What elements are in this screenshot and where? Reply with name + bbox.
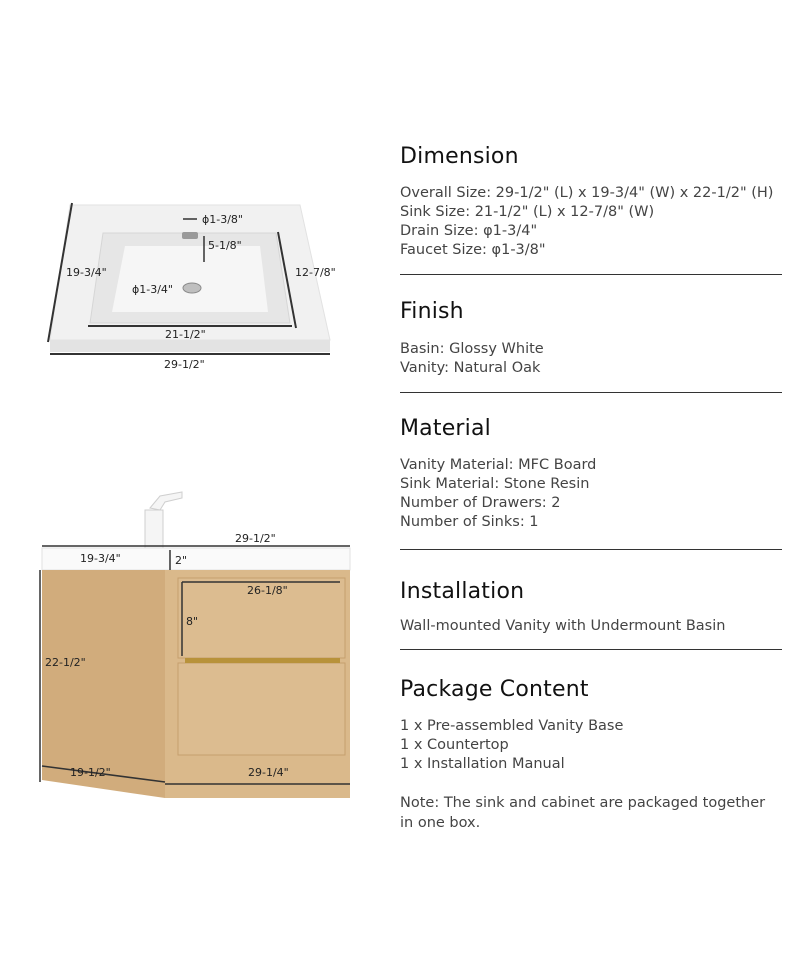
drain-label: ϕ1-3/4": [132, 283, 173, 296]
bottom-length-label: 29-1/4": [248, 766, 289, 779]
material-title: Material: [400, 416, 491, 441]
package-line: 1 x Countertop: [400, 737, 509, 753]
overflow-icon: [182, 232, 198, 239]
product-diagrams: [0, 0, 390, 977]
top-thickness-label: 2": [175, 554, 188, 567]
installation-list: [400, 617, 725, 636]
vanity-dimension-diagram: [0, 480, 390, 900]
finish-title: Finish: [400, 299, 464, 324]
divider: [400, 274, 782, 275]
inner-length-label: 21-1/2": [165, 328, 206, 341]
divider: [400, 392, 782, 393]
finish-line: Basin: Glossy White: [400, 341, 544, 357]
material-line: Number of Sinks: 1: [400, 514, 539, 530]
material-line: Sink Material: Stone Resin: [400, 476, 590, 492]
outer-width-label: 19-3/4": [66, 266, 107, 279]
dimension-line: Overall Size: 29-1/2" (L) x 19-3/4" (W) x 22-1/2" (H): [400, 185, 774, 201]
material-line: Vanity Material: MFC Board: [400, 457, 597, 473]
material-list: [400, 456, 596, 532]
divider: [400, 649, 782, 650]
package-list: [400, 717, 623, 774]
top-length-label: 29-1/2": [235, 532, 276, 545]
handle-icon: [185, 658, 340, 663]
divider: [400, 549, 782, 550]
dimension-line: Sink Size: 21-1/2" (L) x 12-7/8" (W): [400, 204, 655, 220]
material-line: Number of Drawers: 2: [400, 495, 561, 511]
package-note: Note: The sink and cabinet are packaged together in one box.: [400, 795, 766, 831]
bottom-depth-label: 19-1/2": [70, 766, 111, 779]
inner-width-label: 12-7/8": [295, 266, 336, 279]
finish-line: Vanity: Natural Oak: [400, 360, 541, 376]
dimension-title: Dimension: [400, 144, 519, 169]
depth-label: 5-1/8": [208, 239, 242, 252]
drawer-width-label: 26-1/8": [247, 584, 288, 597]
height-label: 22-1/2": [45, 656, 86, 669]
finish-list: [400, 340, 544, 378]
faucet-icon: [145, 510, 163, 548]
drawer-height-label: 8": [186, 615, 199, 628]
drain-icon: [183, 283, 201, 293]
outer-length-label: 29-1/2": [164, 358, 205, 371]
dimension-line: Drain Size: φ1-3/4": [400, 223, 538, 239]
package-line: 1 x Pre-assembled Vanity Base: [400, 718, 624, 734]
sink-dimension-diagram: [0, 0, 390, 390]
top-depth-label: 19-3/4": [80, 552, 121, 565]
package-title: Package Content: [400, 677, 589, 702]
package-line: 1 x Installation Manual: [400, 756, 565, 772]
dimension-list: [400, 184, 773, 260]
installation-line: Wall-mounted Vanity with Undermount Basin: [400, 618, 726, 634]
faucet-hole-label: ϕ1-3/8": [202, 213, 243, 226]
installation-title: Installation: [400, 579, 525, 604]
dimension-line: Faucet Size: φ1-3/8": [400, 242, 546, 258]
